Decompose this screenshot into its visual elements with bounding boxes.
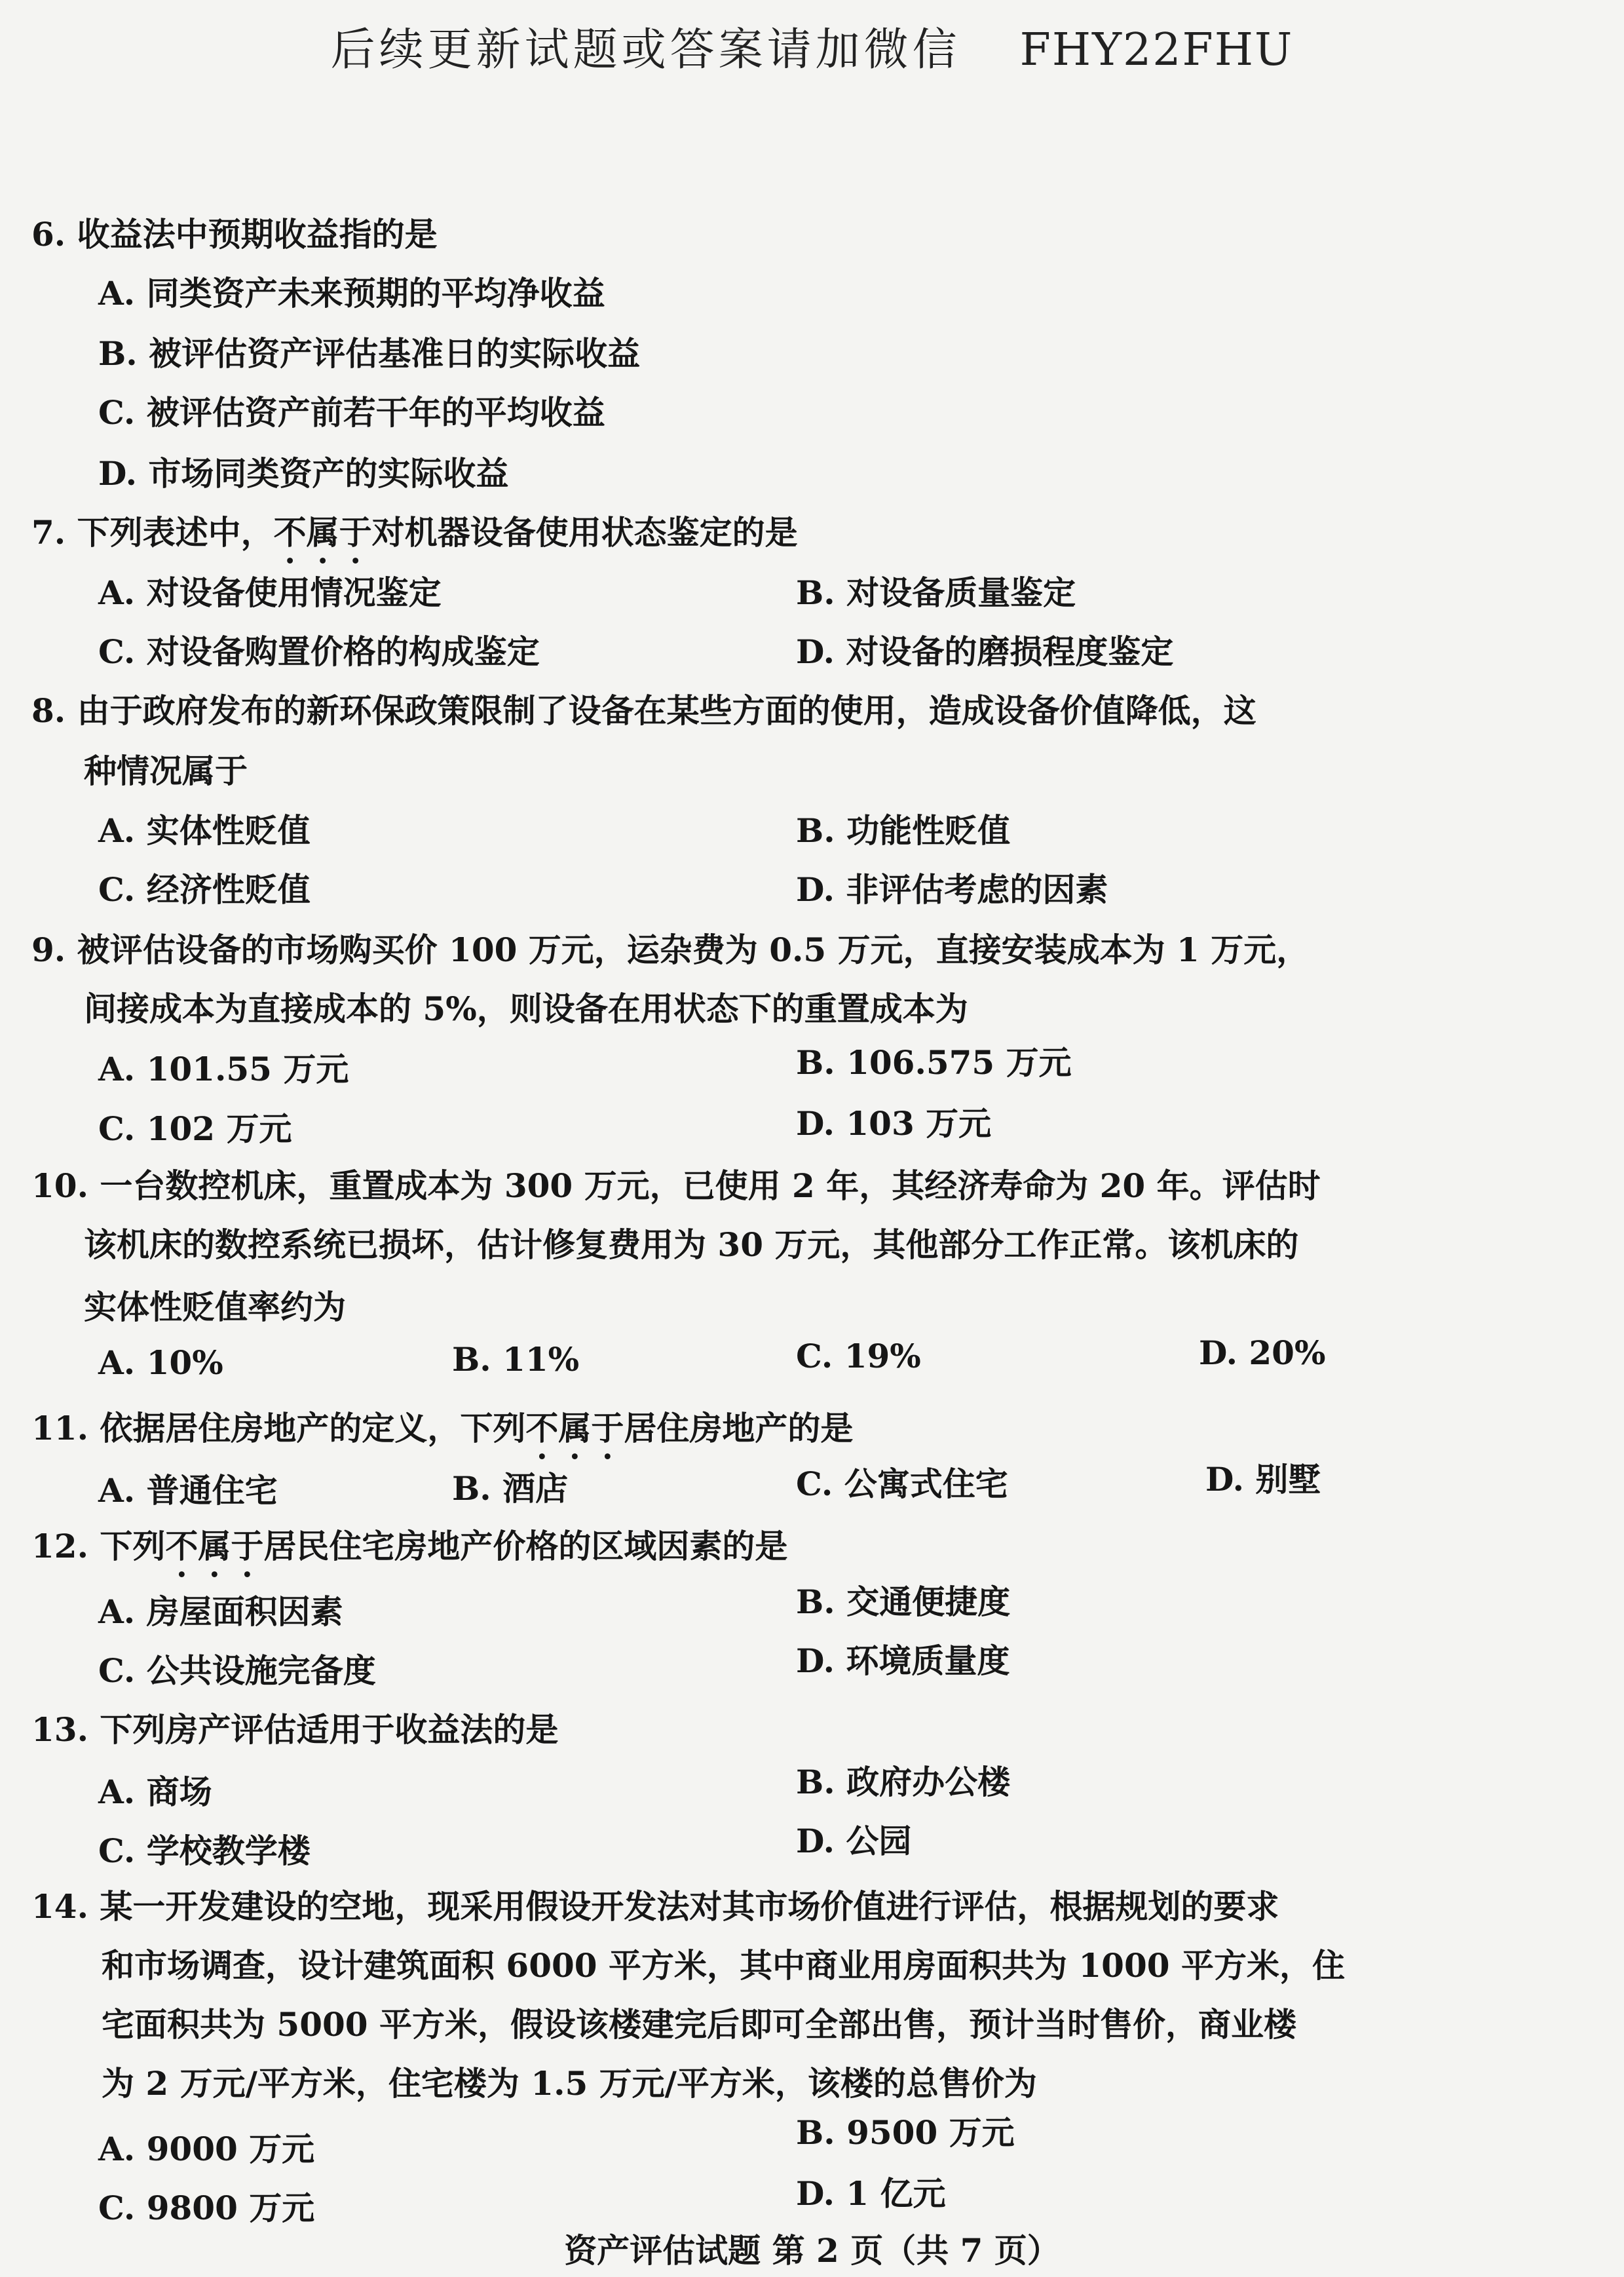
question-14-stem-cont: 和市场调查，设计建筑面积 6000 平方米，其中商业用房面积共为 1000 平方米，住 <box>102 1946 1345 1985</box>
question-7-option-d: D. 对设备的磨损程度鉴定 <box>796 632 1174 671</box>
question-7-stem <box>31 507 798 571</box>
question-text: 由于政府发布的新环保政策限制了设备在某些方面的使用，造成设备价值降低，这 <box>77 691 1256 730</box>
question-text: 居民住宅房地产价格的区域因素的是 <box>263 1527 788 1565</box>
question-14-stem-cont2: 宅面积共为 5000 平方米，假设该楼建完后即可全部出售，预计当时售价，商业楼 <box>102 2005 1296 2044</box>
question-9-stem <box>31 924 1309 971</box>
question-text: 下列表述中， <box>77 513 274 552</box>
question-6-stem <box>31 208 438 256</box>
question-10-option-c: C. 19% <box>796 1337 921 1375</box>
question-13-option-d: D. 公园 <box>796 1822 912 1860</box>
question-11-stem <box>31 1402 853 1466</box>
question-8-option-c: C. 经济性贬值 <box>98 870 311 909</box>
question-11-option-b: B. 酒店 <box>452 1469 569 1508</box>
question-12-stem <box>31 1520 787 1584</box>
question-14-option-a: A. 9000 万元 <box>98 2130 315 2168</box>
question-14-stem-cont3: 为 2 万元/平方米，住宅楼为 1.5 万元/平方米，该楼的总售价为 <box>102 2064 1037 2103</box>
question-number: 9. <box>31 930 66 969</box>
question-text: 某一开发建设的空地，现采用假设开发法对其市场价值进行评估，根据规划的要求 <box>100 1887 1279 1926</box>
question-9-option-d: D. 103 万元 <box>796 1104 992 1143</box>
question-number: 8. <box>31 691 66 730</box>
question-13-stem <box>31 1704 558 1751</box>
question-10-stem <box>31 1160 1321 1207</box>
question-number: 11. <box>31 1409 88 1447</box>
question-text: 依据居住房地产的定义，下列 <box>100 1409 526 1447</box>
question-7-option-a: A. 对设备使用情况鉴定 <box>98 573 442 612</box>
question-14-option-c: C. 9800 万元 <box>98 2189 315 2227</box>
question-6-option-c: C. 被评估资产前若干年的平均收益 <box>98 393 605 432</box>
question-10-option-b: B. 11% <box>452 1340 580 1379</box>
question-text: 一台数控机床，重置成本为 300 万元，已使用 2 年，其经济寿命为 20 年。评估时 <box>100 1166 1321 1205</box>
question-14-stem <box>31 1881 1279 1928</box>
question-emphasis: 不属于 <box>273 513 372 552</box>
question-7-option-b: B. 对设备质量鉴定 <box>796 573 1076 612</box>
question-12-option-d: D. 环境质量度 <box>796 1641 1010 1680</box>
question-6-option-a: A. 同类资产未来预期的平均净收益 <box>98 274 605 313</box>
question-11-option-d: D. 别墅 <box>1205 1460 1321 1499</box>
question-8-stem-cont: 种情况属于 <box>84 752 248 790</box>
page-header <box>0 14 1624 78</box>
question-text: 对机器设备使用状态鉴定的是 <box>371 513 798 552</box>
question-8-stem <box>31 685 1256 732</box>
question-8-option-d: D. 非评估考虑的因素 <box>796 870 1108 909</box>
question-text: 被评估设备的市场购买价 100 万元，运杂费为 0.5 万元，直接安装成本为 1 万元， <box>77 930 1310 969</box>
header-text: 后续更新试题或答案请加微信 <box>330 24 961 76</box>
question-14-option-d: D. 1 亿元 <box>796 2174 946 2213</box>
question-13-option-c: C. 学校教学楼 <box>98 1831 311 1870</box>
question-number: 7. <box>31 513 66 552</box>
question-text: 下列 <box>100 1527 166 1565</box>
question-9-option-b: B. 106.575 万元 <box>796 1043 1072 1082</box>
question-8-option-b: B. 功能性贬值 <box>796 811 1011 850</box>
question-number: 10. <box>31 1166 88 1205</box>
question-11-option-c: C. 公寓式住宅 <box>796 1464 1008 1503</box>
question-9-stem-cont: 间接成本为直接成本的 5%，则设备在用状态下的重置成本为 <box>84 989 968 1028</box>
question-10-option-d: D. 20% <box>1199 1333 1326 1372</box>
question-10-option-a: A. 10% <box>98 1343 223 1382</box>
question-9-option-c: C. 102 万元 <box>98 1109 292 1148</box>
page-footer: 资产评估试题 第 2 页（共 7 页） <box>564 2231 1060 2270</box>
question-12-option-a: A. 房屋面积因素 <box>98 1592 343 1631</box>
question-number: 12. <box>31 1527 88 1565</box>
question-12-option-b: B. 交通便捷度 <box>796 1582 1011 1621</box>
question-10-stem-cont2: 实体性贬值率约为 <box>84 1288 346 1326</box>
question-number: 14. <box>31 1887 88 1926</box>
question-10-stem-cont: 该机床的数控系统已损坏，估计修复费用为 30 万元，其他部分工作正常。该机床的 <box>84 1225 1299 1264</box>
question-number: 13. <box>31 1710 88 1749</box>
question-text: 下列房产评估适用于收益法的是 <box>100 1710 559 1749</box>
question-text: 收益法中预期收益指的是 <box>77 215 438 254</box>
question-9-option-a: A. 101.55 万元 <box>98 1050 349 1088</box>
question-6-option-b: B. 被评估资产评估基准日的实际收益 <box>98 334 641 373</box>
question-number: 6. <box>31 215 66 254</box>
question-14-option-b: B. 9500 万元 <box>796 2113 1015 2152</box>
question-emphasis: 不属于 <box>525 1409 624 1447</box>
header-wechat-id: FHY22FHU <box>1019 24 1294 76</box>
question-11-option-a: A. 普通住宅 <box>98 1471 278 1510</box>
question-13-option-a: A. 商场 <box>98 1772 212 1811</box>
question-13-option-b: B. 政府办公楼 <box>796 1763 1011 1801</box>
question-text: 居住房地产的是 <box>624 1409 854 1447</box>
question-8-option-a: A. 实体性贬值 <box>98 811 311 850</box>
question-7-option-c: C. 对设备购置价格的构成鉴定 <box>98 632 540 671</box>
question-6-option-d: D. 市场同类资产的实际收益 <box>98 454 509 493</box>
question-emphasis: 不属于 <box>165 1527 264 1565</box>
question-12-option-c: C. 公共设施完备度 <box>98 1651 376 1690</box>
